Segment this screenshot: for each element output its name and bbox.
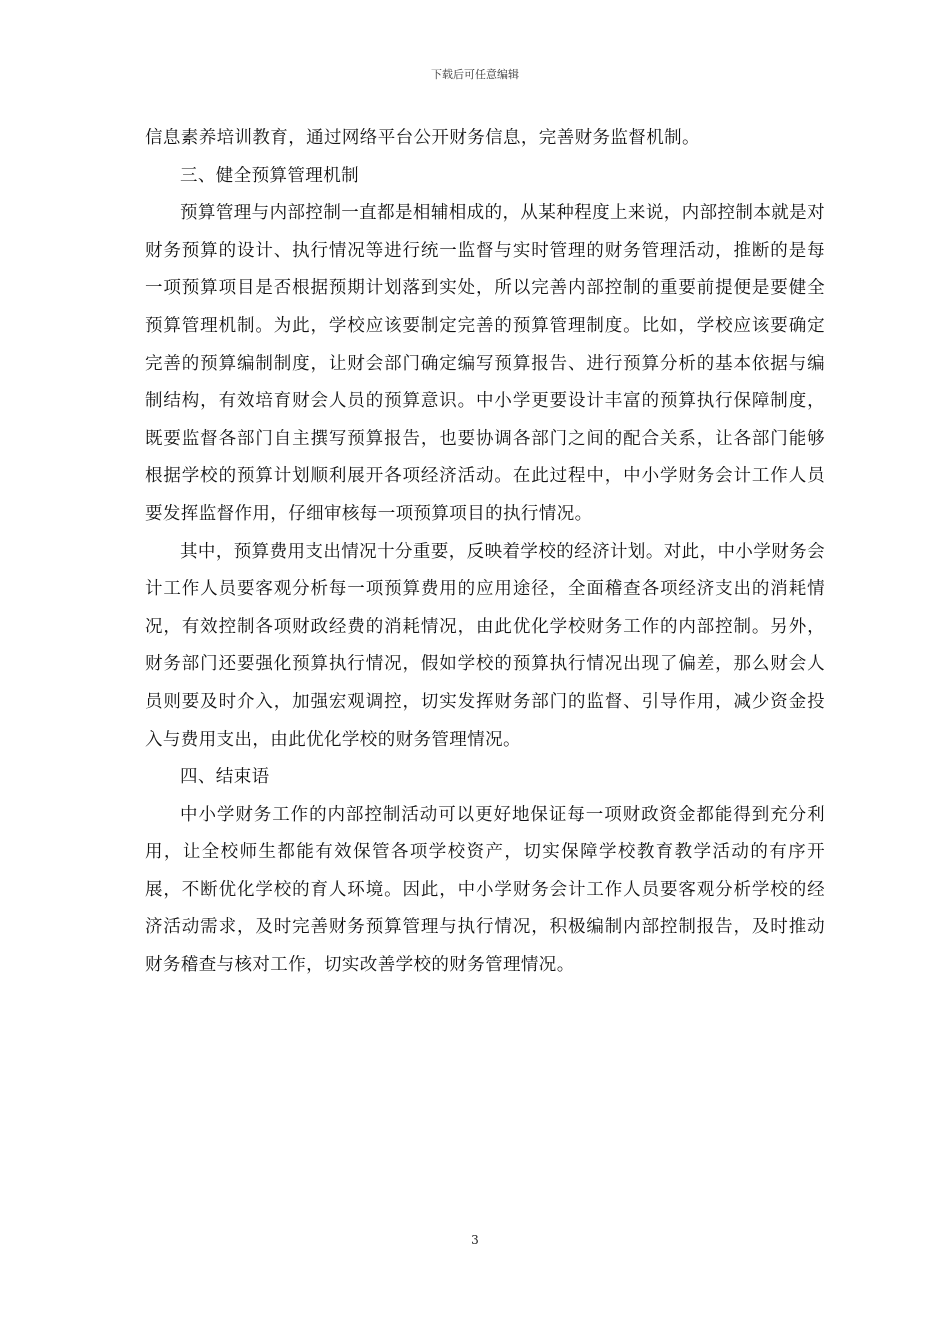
section-heading-3: 三、健全预算管理机制 (180, 165, 359, 186)
paragraph-budget-mechanism: 预算管理与内部控制一直都是相辅相成的，从某种程度上来说，内部控制本就是对财务预算的设计、执行情况等进行统一监督与实时管理的财务管理活动，推断的是每一项预算项目是否根据预期计划落到实处，所以完善内部控制的重要前提便是要健全预算管理机制。为此，学校应该要制定完善的预算管理制度。比如，学校应该要确定完善的预算编制制度，让财会部门确定编写预算报告、进行预算分析的基本依据与编制结构，有效培育财会人员的预算意识。中小学更要设计丰富的预算执行保障制度，既要监督各部门自主撰写预算报告，也要协调各部门之间的配合关系，让各部门能够根据学校的预算计划顺利展开各项经济活动。在此过程中，中小学财务会计工作人员要发挥监督作用，仔细审核每一项预算项目的执行情况。 (145, 203, 825, 524)
paragraph-budget-expenditure: 其中，预算费用支出情况十分重要，反映着学校的经济计划。对此，中小学财务会计工作人员要客观分析每一项预算费用的应用途径，全面稽查各项经济支出的消耗情况，有效控制各项财政经费的消耗情况，由此优化学校财务工作的内部控制。另外，财务部门还要强化预算执行情况，假如学校的预算执行情况出现了偏差，那么财会人员则要及时介入，加强宏观调控，切实发挥财务部门的监督、引导作用，减少资金投入与费用支出，由此优化学校的财务管理情况。 (145, 541, 825, 750)
page-number: 3 (471, 1233, 479, 1247)
paragraph-continued: 信息素养培训教育，通过网络平台公开财务信息，完善财务监督机制。 (145, 128, 700, 148)
paragraph-conclusion: 中小学财务工作的内部控制活动可以更好地保证每一项财政资金都能得到充分利用，让全校师生都能有效保管各项学校资产，切实保障学校教育教学活动的有序开展，不断优化学校的育人环境。因此，中小学财务会计工作人员要客观分析学校的经济活动需求，及时完善财务预算管理与执行情况，积极编制内部控制报告，及时推动财务稽查与核对工作，切实改善学校的财务管理情况。 (145, 804, 825, 976)
section-heading-4: 四、结束语 (180, 767, 270, 788)
document-body (145, 120, 825, 985)
page-header: 下载后可任意编辑 (431, 68, 519, 81)
